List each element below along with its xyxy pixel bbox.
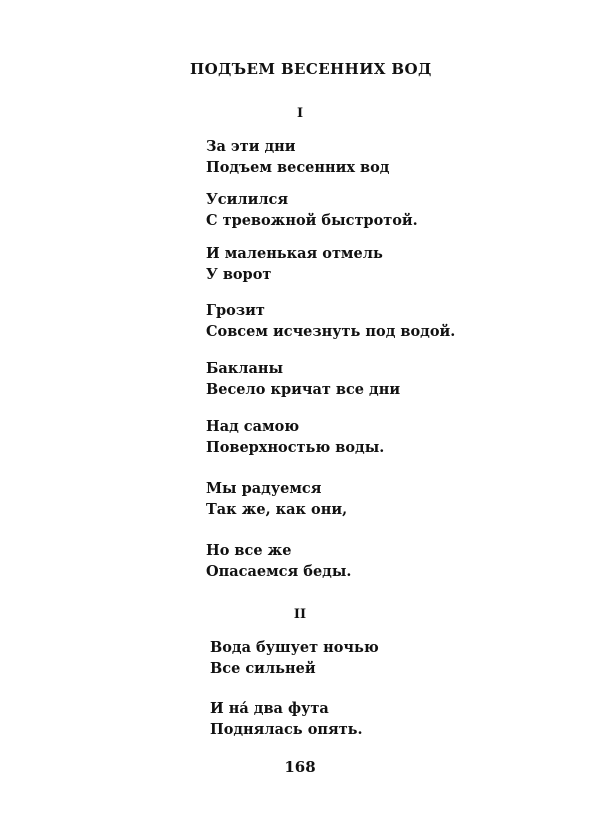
poem-line: Но все же [206, 542, 292, 559]
poem-line: Вода бушует ночью [210, 639, 379, 656]
poem-title: ПОДЪЕМ ВЕСЕННИХ ВОД [190, 60, 432, 78]
poem-line: Бакланы [206, 360, 284, 377]
poem-line: Опасаемся беды. [206, 563, 352, 580]
poem-line: За эти дни [206, 138, 296, 155]
poem-line: С тревожной быстротой. [206, 212, 418, 229]
poem-line: Поверхностью воды. [206, 439, 385, 456]
poem-line: Над самою [206, 418, 300, 435]
section-number: I [296, 106, 304, 121]
page-number: 168 [284, 758, 316, 776]
poem-line: Совсем исчезнуть под водой. [206, 323, 456, 340]
poem-line: Поднялась опять. [210, 721, 363, 738]
poem-line: Весело кричат все дни [206, 381, 401, 398]
poem-line: И на́ два фута [210, 700, 329, 717]
poem-line: Все сильней [210, 660, 316, 677]
poem-line: И маленькая отмель [206, 245, 383, 262]
poem-line: Усилился [206, 191, 289, 208]
poem-line: Грозит [206, 302, 265, 319]
poem-line: Мы радуемся [206, 480, 322, 497]
poem-line: Подъем весенних вод [206, 159, 390, 176]
poem-line: Так же, как они, [206, 501, 348, 518]
poem-line: У ворот [206, 266, 272, 283]
section-number: II [293, 607, 307, 622]
